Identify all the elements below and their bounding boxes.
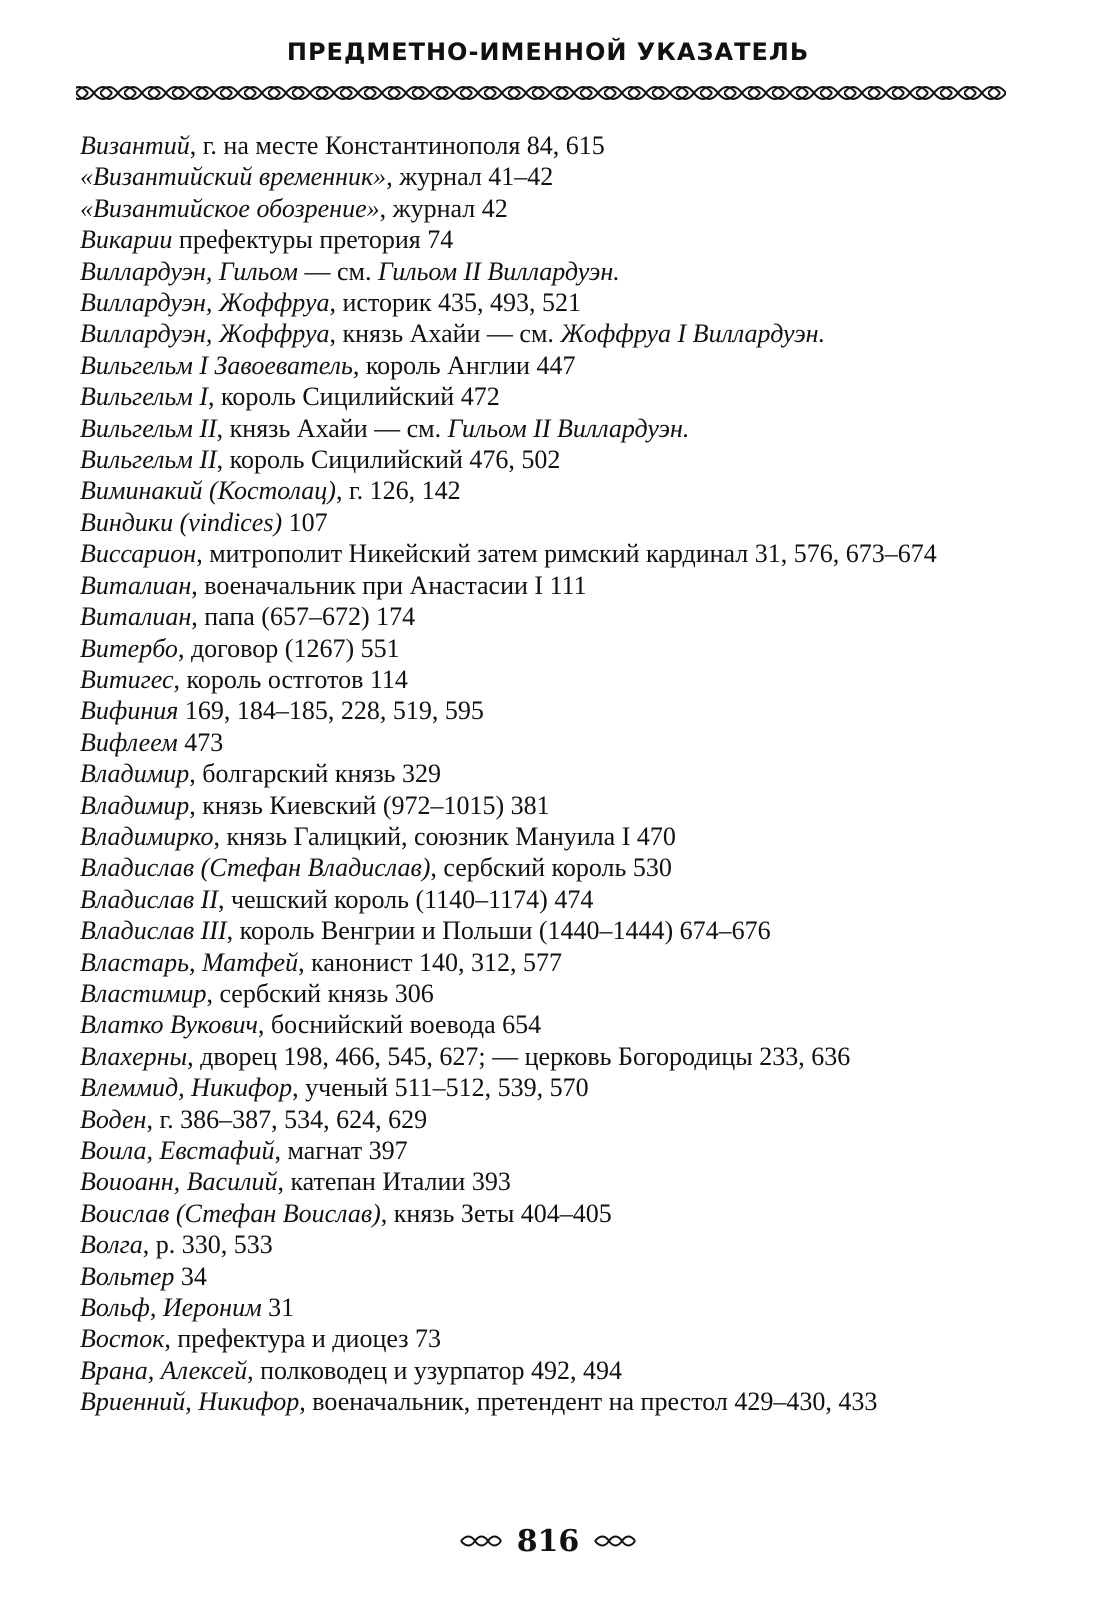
- index-entry: [80, 1198, 1020, 1229]
- entry-headword: Владислав III: [80, 916, 227, 946]
- index-entry: [80, 1323, 1020, 1354]
- entry-headword: Владимирко: [80, 821, 214, 851]
- entry-text: 31: [261, 1293, 295, 1323]
- entry-headword: Восток: [80, 1324, 165, 1354]
- entry-text: , сербский князь 306: [206, 978, 434, 1008]
- index-entry: [80, 1229, 1020, 1260]
- index-entry: [80, 413, 1020, 444]
- entry-text: , папа (657–672) 174: [191, 602, 416, 632]
- entry-text: , дворец 198, 466, 545, 627; — церковь Богородицы 233, 636: [187, 1041, 851, 1071]
- index-entry: [80, 381, 1020, 412]
- entry-headword: Владислав (Стефан Владислав): [80, 853, 431, 883]
- entry-text: , г. 386–387, 534, 624, 629: [146, 1104, 428, 1134]
- entry-text: , канонист 140, 312, 577: [298, 947, 563, 977]
- index-entry: [80, 758, 1020, 789]
- entry-text: , префектура и диоцез 73: [164, 1324, 441, 1354]
- entry-text: , князь Ахайи — см.: [216, 413, 448, 443]
- entry-headword: Вольтер: [80, 1261, 175, 1291]
- index-entry: [80, 1041, 1020, 1072]
- entry-text: , журнал 41–42: [386, 162, 554, 192]
- index-entry: [80, 256, 1020, 287]
- entry-text: 107: [282, 507, 328, 537]
- index-entry: [80, 444, 1020, 475]
- entry-headword: Виссарион: [80, 539, 197, 569]
- index-entry: [80, 570, 1020, 601]
- entry-text: , митрополит Никейский затем римский кардинал 31, 576, 673–674: [196, 539, 937, 569]
- entry-headword: Виллардуэн, Жоффруа: [80, 319, 330, 349]
- entry-text: , боснийский воевода 654: [257, 1010, 542, 1040]
- entry-headword: Волга: [80, 1230, 143, 1260]
- index-entry: [80, 1166, 1020, 1197]
- index-entry: [80, 538, 1028, 569]
- entry-headword: Врана, Алексей: [80, 1355, 248, 1385]
- entry-headword: Властимир: [80, 978, 207, 1008]
- index-entry: [80, 978, 1020, 1009]
- entry-text: , князь Галицкий, союзник Мануила I 470: [213, 821, 676, 851]
- entry-text: , договор (1267) 551: [177, 633, 400, 663]
- entry-text: , журнал 42: [379, 193, 508, 223]
- index-entry: [80, 1135, 1020, 1166]
- entry-headword: Византий: [80, 131, 190, 160]
- entry-headword: Вильгельм II: [80, 413, 217, 443]
- index-entry: [80, 884, 1020, 915]
- entry-headword: Виллардуэн, Жоффруа: [80, 288, 330, 318]
- entry-headword: Вильгельм I: [80, 382, 209, 412]
- entry-headword: Владимир: [80, 759, 190, 789]
- entry-text: 473: [177, 727, 224, 757]
- entry-headword: Виминакий (Костолац): [80, 476, 336, 506]
- index-entry: [80, 601, 1020, 632]
- entry-headword: Виллардуэн, Гильом: [80, 256, 298, 286]
- index-entry: [80, 947, 1020, 978]
- entry-headword: Владислав II: [80, 884, 218, 914]
- index-entry: [80, 915, 1020, 946]
- entry-text: , ученый 511–512, 539, 570: [292, 1073, 589, 1103]
- entry-headword: Воислав (Стефан Воислав): [80, 1198, 381, 1228]
- left-braid-ornament: [459, 1534, 503, 1548]
- index-entry: [80, 350, 1020, 381]
- entry-text: — см.: [297, 256, 378, 286]
- index-entry: [80, 1072, 1020, 1103]
- index-entry: [80, 852, 1020, 883]
- entry-text: , г. на месте Константинополя 84, 615: [189, 131, 605, 160]
- right-braid-ornament: [593, 1534, 637, 1548]
- index-entry: [80, 1386, 1020, 1417]
- index-entry: [80, 1292, 1020, 1323]
- entry-headword: Владимир: [80, 790, 190, 820]
- entry-headword: Влеммид, Никифор: [80, 1073, 293, 1103]
- entry-text: , король остготов 114: [173, 664, 408, 694]
- entry-text: , болгарский князь 329: [189, 759, 441, 789]
- entry-text: , катепан Италии 393: [277, 1167, 511, 1197]
- index-entry: [80, 161, 1020, 192]
- entry-cross-reference: Гильом II Виллардуэн.: [447, 413, 690, 443]
- page-number: 816: [516, 1523, 580, 1559]
- entry-text: , король Сицилийский 472: [208, 382, 500, 412]
- index-entry: [80, 821, 1020, 852]
- entry-headword: «Византийское обозрение»: [80, 193, 380, 223]
- entry-text: префектуры претория 74: [172, 225, 454, 255]
- entry-headword: Воила, Евстафий: [80, 1136, 275, 1165]
- entry-cross-reference: Гильом II Виллардуэн.: [377, 256, 620, 286]
- entry-text: 169, 184–185, 228, 519, 595: [178, 696, 484, 726]
- index-entry: [80, 633, 1020, 664]
- entry-headword: Витербо: [80, 633, 178, 663]
- entry-text: , военачальник при Анастасии I 111: [191, 570, 587, 600]
- entry-text: , историк 435, 493, 521: [329, 288, 582, 318]
- entry-text: , сербский король 530: [430, 853, 672, 883]
- entry-headword: Витигес: [80, 664, 174, 694]
- index-entry: [80, 130, 1020, 161]
- index-entry: [80, 507, 1020, 538]
- index-entry-list: [80, 130, 1020, 1418]
- index-entry: [80, 1261, 1020, 1292]
- entry-text: , г. 126, 142: [335, 476, 461, 506]
- index-entry: [80, 790, 1020, 821]
- index-entry: [80, 287, 1020, 318]
- index-entry: [80, 475, 1020, 506]
- index-entry: [80, 1009, 1020, 1040]
- entry-text: , князь Киевский (972–1015) 381: [189, 790, 550, 820]
- entry-text: , князь Зеты 404–405: [380, 1198, 612, 1228]
- index-entry: [80, 224, 1020, 255]
- entry-text: , король Англии 447: [352, 350, 576, 380]
- entry-text: , военачальник, претендент на престол 429–430, 433: [299, 1387, 878, 1417]
- entry-headword: Виталиан: [80, 570, 192, 600]
- index-entry: [80, 727, 1020, 758]
- entry-headword: «Византийский временник»: [80, 162, 387, 192]
- running-head: ПРЕДМЕТНО-ИМЕННОЙ УКАЗАТЕЛЬ: [286, 38, 810, 66]
- entry-headword: Вифиния: [80, 696, 179, 726]
- entry-headword: Влахерны: [80, 1041, 188, 1071]
- entry-headword: Викарии: [80, 225, 173, 255]
- entry-headword: Вильгельм I Завоеватель: [80, 350, 353, 380]
- page-footer: [0, 1522, 1096, 1559]
- entry-headword: Вольф, Иероним: [80, 1293, 262, 1323]
- entry-text: 34: [174, 1261, 207, 1291]
- index-entry: [80, 695, 1020, 726]
- entry-headword: Властарь, Матфей: [80, 947, 299, 977]
- entry-headword: Вриенний, Никифор: [80, 1387, 300, 1417]
- entry-text: , князь Ахайи — см.: [329, 319, 561, 349]
- entry-cross-reference: Жоффруа I Виллардуэн.: [560, 319, 826, 349]
- index-entry: [80, 664, 1020, 695]
- braid-ornament-rule: [76, 84, 1006, 102]
- entry-headword: Вильгельм II: [80, 445, 217, 475]
- entry-headword: Влатко Вукович: [80, 1010, 258, 1040]
- index-entry: [80, 1104, 1020, 1135]
- entry-text: , р. 330, 533: [142, 1230, 273, 1260]
- entry-headword: Воиоанн, Василий: [80, 1167, 278, 1197]
- entry-text: , магнат 397: [274, 1136, 408, 1165]
- entry-headword: Виталиан: [80, 602, 192, 632]
- index-entry: [80, 1355, 1020, 1386]
- entry-text: , чешский король (1140–1174) 474: [218, 884, 594, 914]
- entry-headword: Вифлеем: [80, 727, 178, 757]
- entry-headword: Воден: [80, 1104, 147, 1134]
- entry-text: , король Сицилийский 476, 502: [216, 445, 561, 475]
- index-entry: [80, 193, 1020, 224]
- entry-text: , полководец и узурпатор 492, 494: [247, 1355, 622, 1385]
- index-entry: [80, 318, 1020, 349]
- entry-text: , король Венгрии и Польши (1440–1444) 674–676: [226, 916, 771, 946]
- entry-headword: Виндики (vindices): [80, 507, 283, 537]
